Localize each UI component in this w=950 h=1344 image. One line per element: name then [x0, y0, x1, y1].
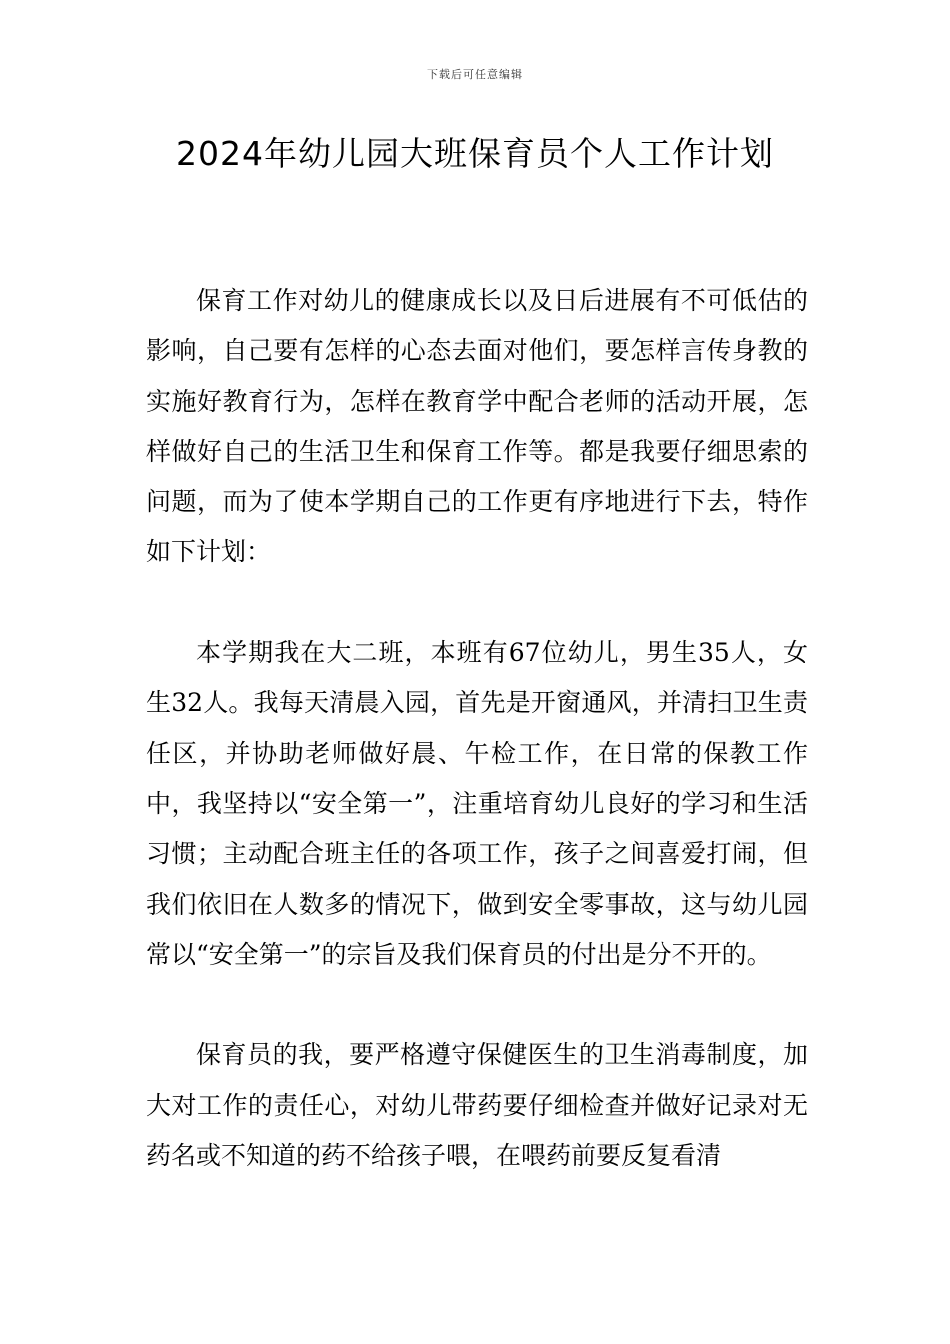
document-title: 2024年幼儿园大班保育员个人工作计划 [176, 134, 774, 173]
header-note: 下载后可任意编辑 [427, 68, 523, 81]
paragraph-gap [146, 578, 808, 628]
paragraph-intro: 保育工作对幼儿的健康成长以及日后进展有不可低估的影响，自己要有怎样的心态去面对他们，要怎样言传身教的实施好教育行为，怎样在教育学中配合老师的活动开展，怎样做好自己的生活卫生和保育工作等。都是我要仔细思索的问题，而为了使本学期自己的工作更有序地进行下去，特作如下计划： [146, 286, 808, 567]
document-body [146, 276, 808, 1181]
paragraph-hygiene: 保育员的我，要严格遵守保健医生的卫生消毒制度，加大对工作的责任心，对幼儿带药要仔细检查并做好记录对无药名或不知道的药不给孩子喂，在喂药前要反复看清 [146, 1040, 808, 1171]
paragraph-gap [146, 980, 808, 1030]
paragraph-class-info: 本学期我在大二班，本班有67位幼儿，男生35人，女生32人。我每天清晨入园，首先是开窗通风，并清扫卫生责任区，并协助老师做好晨、午检工作，在日常的保教工作中，我坚持以“安全第一”，注重培育幼儿良好的学习和生活习惯；主动配合班主任的各项工作，孩子之间喜爱打闹，但我们依旧在人数多的情况下，做到安全零事故，这与幼儿园常以“安全第一”的宗旨及我们保育员的付出是分不开的。 [146, 638, 808, 969]
